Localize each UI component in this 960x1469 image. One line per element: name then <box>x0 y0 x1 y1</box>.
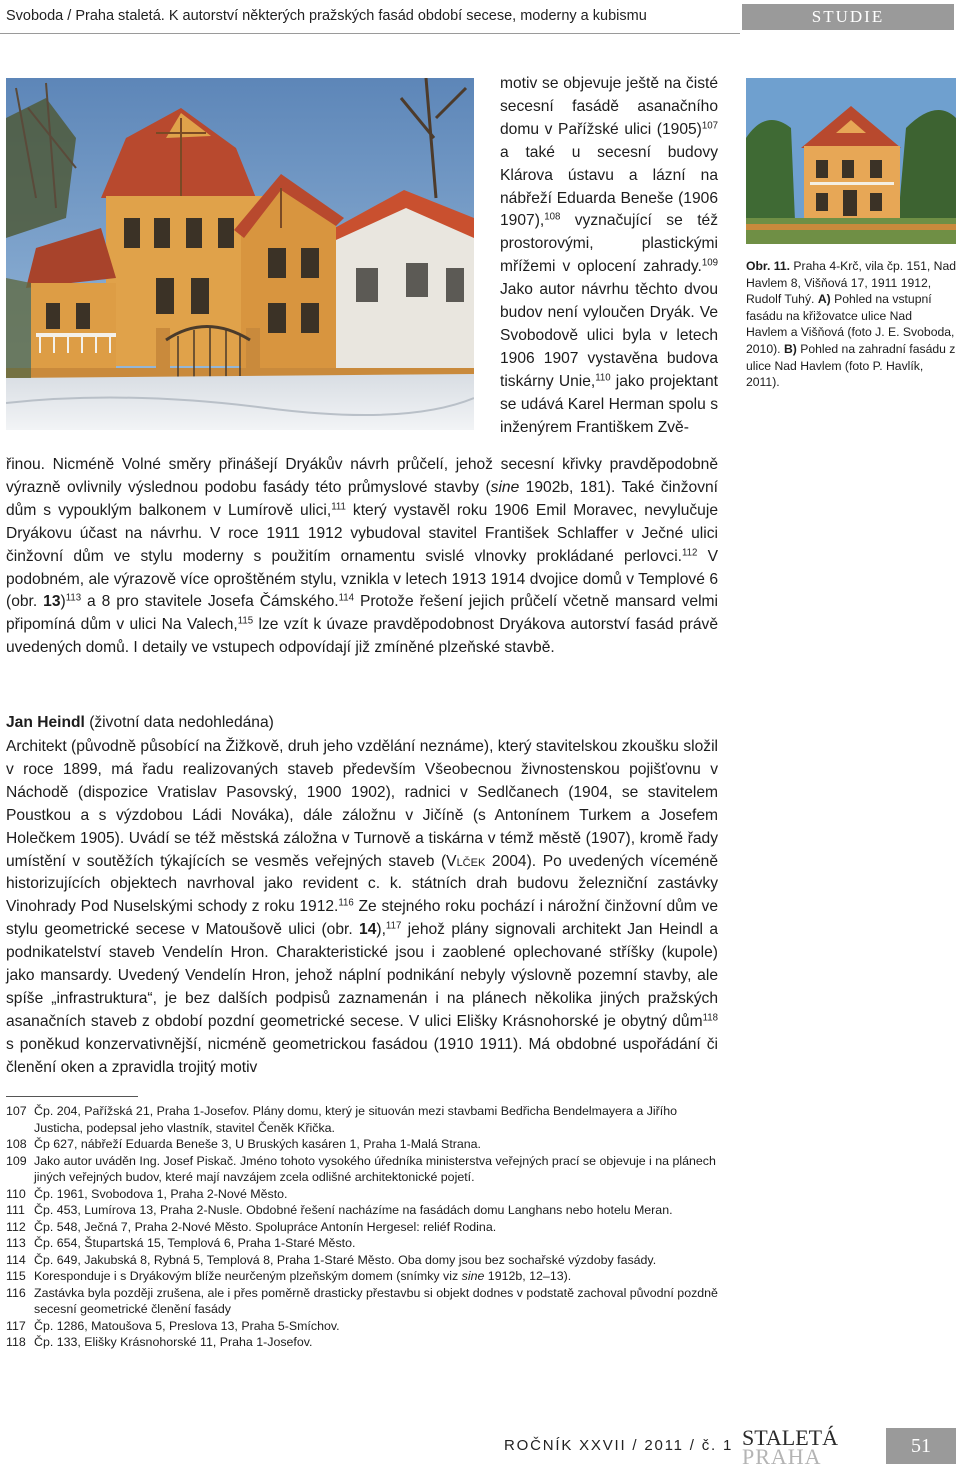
logo-line-2: PRAHA <box>742 1444 822 1469</box>
header-rule <box>0 33 740 34</box>
text-run: Čp. 133, Elišky Krásnohorské 11, Praha 1-Josefov. <box>34 1335 313 1349</box>
footnote-ref: 118 <box>702 1012 718 1024</box>
bold-text: 14 <box>359 921 377 939</box>
body-text-wrap <box>500 73 718 440</box>
footnote-rule <box>6 1096 138 1097</box>
section-tag: STUDIE <box>742 4 954 30</box>
footnote-ref: 116 <box>338 898 354 910</box>
text-run: a 8 pro stavitele Josefa Čámského. <box>81 593 339 611</box>
footnote-text <box>34 1334 718 1351</box>
footnote-text <box>34 1103 718 1136</box>
page-number: 51 <box>886 1428 956 1464</box>
text-run: Čp. 204, Pařížská 21, Praha 1-Josefov. Plány domu, který je situován mezi stavbami Bedřicha Bendelmayera a Jiřího Justicha, podepsal jeho vlastník, stavitel Čeněk Křička. <box>34 1104 678 1135</box>
small-caps-text: lček <box>456 852 486 870</box>
footnote-number: 112 <box>6 1219 26 1234</box>
footnote-text <box>34 1285 718 1318</box>
running-title: Svoboda / Praha staletá. K autorství některých pražských fasád období secese, moderny a kubismu <box>6 8 647 24</box>
text-run: lze vzít k úvaze pravděpodobnost Dryákova autorství fasád právě uvedených domů. I detaily ve vstupech odpovídají již zmíněné plzeňské stavbě. <box>6 616 718 657</box>
text-run: V podobném, ale výrazově více oproštěném stylu, vznikla v letech 1913 1914 dvojice domů v Templové 6 (obr. <box>6 547 719 611</box>
footnote-text <box>34 1202 718 1219</box>
architect-heading <box>6 712 718 735</box>
footnote-item <box>6 1334 718 1351</box>
footnote-number: 111 <box>6 1203 25 1217</box>
text-run: ) <box>60 593 66 611</box>
figure-caption <box>746 258 956 391</box>
text-run: jehož plány signovali architekt Jan Heindl a podnikatelství staveb Vendelín Hron. Charakteristické jsou i zaoblené oplechované stříšky (kupole) jako mansardy. Uvedený Vendelín Hron, jehož náplní podnikání nebyly výslovně pozemní stavby, ale spíše „infrastruktura“, je bez dalších podpisů zaznamenán i na plánech několika jiných pražských asanačních staveb z období pozdní geometrické secese. V ulici Elišky Krásnohorské je obytný dům <box>6 921 718 1030</box>
footnote-number: 118 <box>6 1335 26 1349</box>
footnote-item <box>6 1318 718 1335</box>
footnote-text <box>34 1136 718 1153</box>
page-header <box>0 0 960 34</box>
text-run: Čp 627, nábřeží Eduarda Beneše 3, U Bruských kasáren 1, Praha 1-Malá Strana. <box>34 1137 482 1151</box>
text-run: 2004). Po uvedených víceméně historizujících objektech navrhoval jako revident c. k. státních drah budovu železniční zastávky Vinohrady Pod Nuselskými schody z roku 1912. <box>6 852 719 916</box>
footnote-number: 117 <box>6 1318 26 1333</box>
text-run: Ze stejného roku pochází i nárožní činžovní dům ve stylu geometrické secese v Matoušově ulici (obr. <box>6 898 718 939</box>
footnote-number: 113 <box>6 1236 26 1250</box>
footnote-item <box>6 1103 718 1136</box>
footnotes <box>6 1103 718 1351</box>
footnote-number: 109 <box>6 1153 27 1168</box>
text-run: Protože řešení jejich průčelí včetně mansard velmi připomíná dům v ulici Na Valech, <box>6 593 718 634</box>
text-run: řinou. Nicméně Volné směry přinášejí Dryákův návrh průčelí, jehož secesní křivky pravděpodobně výrazně ovlivnily výslednou podobu fasády této průmyslové stavby ( <box>6 456 718 496</box>
footnote-text <box>34 1318 718 1335</box>
architect-name: Jan Heindl <box>6 714 85 731</box>
footnote-number: 115 <box>6 1269 26 1283</box>
journal-logo <box>742 1425 878 1469</box>
architect-bio <box>6 736 718 1080</box>
logo-line-1: STALETÁ <box>742 1425 839 1450</box>
text-run: Čp. 1286, Matoušova 5, Preslova 13, Praha 5-Smíchov. <box>34 1318 340 1333</box>
footnote-item <box>6 1219 718 1236</box>
bold-text: A) <box>817 292 831 307</box>
footnote-ref: 114 <box>338 593 355 605</box>
footnote-ref: 115 <box>237 616 254 628</box>
bold-text: B) <box>783 341 797 356</box>
footnote-item <box>6 1268 718 1285</box>
text-run: Zastávka byla později zrušena, ale i přes poměrně drasticky přestavbu si objekt dodnes v podstatě zachoval původní pozdně secesní geometrické členění fasády <box>34 1285 718 1316</box>
text-run: Pohled na vstupní fasádu na křižovatce ulice Nad Havlem a Višňová (foto J. E. Svoboda, 2010). <box>746 292 955 356</box>
text-run: Pohled na zahradní fasádu z ulice Nad Havlem (foto P. Havlík, 2011). <box>746 341 956 390</box>
issue-label: ROČNÍK XXVII / 2011 / č. 1 <box>504 1437 734 1454</box>
footnote-item <box>6 1153 718 1186</box>
architect-dates: (životní data nedohledána) <box>84 714 274 731</box>
footnote-text <box>34 1268 718 1285</box>
footnote-number: 107 <box>6 1104 27 1118</box>
footnote-item <box>6 1202 718 1219</box>
footnote-ref: 109 <box>701 257 718 269</box>
footnote-ref: 110 <box>595 372 611 384</box>
footnote-text <box>34 1252 718 1269</box>
footnote-item <box>6 1136 718 1153</box>
text-run: 1902b, 181). Také činžovní dům s vypouklým balkonem v Lumírově ulici, <box>6 478 718 519</box>
footnote-item <box>6 1285 718 1318</box>
photo-villa-entrance <box>6 78 474 430</box>
text-run: motiv se objevuje ještě na čisté secesní fasádě asanačního domu v Pařížské ulici (1905) <box>500 75 718 138</box>
italic-text: sine <box>490 478 520 496</box>
text-run: Jako autor uváděn Ing. Josef Piskač. Jméno tohoto vysokého úředníka ministerstva veřejných prací se objevuje i na plánech jiných veřejných budov, které mají navzájem zcela odlišné architektonické pojetí. <box>34 1153 716 1184</box>
footnote-ref: 112 <box>682 547 698 559</box>
text-run: Jako autor návrhu těchto dvou budov není vyloučen Dryák. Ve Svobodově ulici byla v letech 1906 1907 vystavěna budova tiskárny Unie, <box>500 281 718 390</box>
text-run: Architekt (původně působící na Žižkově, druh jeho vzdělání neznáme), který stavitelskou zkoušku složil v roce 1899, má řadu realizovaných staveb především Všeobecnou živnostenskou pojišťovnu v Náchodě (dispozice Vratislav Pasovský, 1900 1902), radnici v Sedlčanech (1904, se stavitelem Poustkou a s výzdobou Ládi Nováka), dále záložnu v Jičíně (s Antonínem Turkem a Josefem Holečkem 1905). Uvádí se též městská záložna v Turnově a tiskárna v témž městě (1907), kromě řady umístění v soutěžích týkajících se vesměs veřejných staveb (V <box>6 738 718 870</box>
footnote-number: 114 <box>6 1252 26 1267</box>
footnote-text <box>34 1235 718 1252</box>
text-run: s poněkud konzervativnější, nicméně geometrickou fasádou (1910 1911). Má obdobné uspořádání či členění oken a zpravidla trojitý motiv <box>6 1035 718 1076</box>
footnote-text <box>34 1153 718 1186</box>
footnote-item <box>6 1186 718 1203</box>
text-run: a také u secesní budovy Klárova ústavu a lázní na nábřeží Eduarda Beneše (1906 1907), <box>500 143 718 230</box>
footnote-ref: 113 <box>65 593 82 605</box>
bold-text: Obr. 11. <box>746 259 791 273</box>
italic-text: sine <box>461 1269 485 1283</box>
text-run: jako projektant se udává Karel Herman spolu s inženýrem Františkem Zvě- <box>500 372 718 436</box>
text-run: vyznačující se též prostorovými, plastickými mřížemi v oplocení zahrady. <box>500 212 718 276</box>
bold-text: 13 <box>43 593 61 611</box>
footnote-text <box>34 1219 718 1236</box>
text-run: Čp. 1961, Svobodova 1, Praha 2-Nové Město. <box>34 1186 288 1201</box>
footnote-item <box>6 1235 718 1252</box>
text-run: Praha 4-Krč, vila čp. 151, Nad Havlem 8, Višňová 17, 1911 1912, Rudolf Tuhý. <box>746 259 957 307</box>
footnote-number: 108 <box>6 1137 27 1151</box>
text-run: Koresponduje i s Dryákovým blíže neurčeným plzeňským domem (snímky viz <box>34 1269 462 1283</box>
text-run: ), <box>376 921 386 939</box>
text-run: Čp. 548, Ječná 7, Praha 2-Nové Město. Spolupráce Antonín Hergesel: reliéf Rodina. <box>34 1219 497 1234</box>
text-run: 1912b, 12–13). <box>484 1269 572 1283</box>
text-run: Čp. 453, Lumírova 13, Praha 2-Nusle. Obdobné řešení nacházíme na fasádách domu Langhans nebo hotelu Meran. <box>34 1203 673 1217</box>
text-run: Čp. 654, Štupartská 15, Templová 6, Praha 1-Staré Město. <box>34 1236 356 1250</box>
footnote-ref: 107 <box>701 120 718 132</box>
text-run: Čp. 649, Jakubská 8, Rybná 5, Templová 8, Praha 1-Staré Město. Oba domy jsou bez sochařské výzdoby fasády. <box>34 1252 657 1267</box>
text-run: který vystavěl roku 1906 Emil Moravec, nevylučuje Dryákovu účast na návrhu. V roce 1911 1912 vybudoval stavitel František Schlaffer v Ječné ulici činžovní dům ve stylu moderny s použitím ornamentu svislé vlnovky prokládané perlovci. <box>6 501 718 565</box>
footnote-ref: 108 <box>544 212 561 224</box>
body-text-main <box>6 454 718 660</box>
footnote-text <box>34 1186 718 1203</box>
footnote-ref: 111 <box>331 501 346 513</box>
footnote-item <box>6 1252 718 1269</box>
footnote-number: 116 <box>6 1285 26 1300</box>
footnote-ref: 117 <box>385 920 402 932</box>
photo-villa-garden <box>746 78 956 244</box>
footnote-number: 110 <box>6 1186 26 1201</box>
